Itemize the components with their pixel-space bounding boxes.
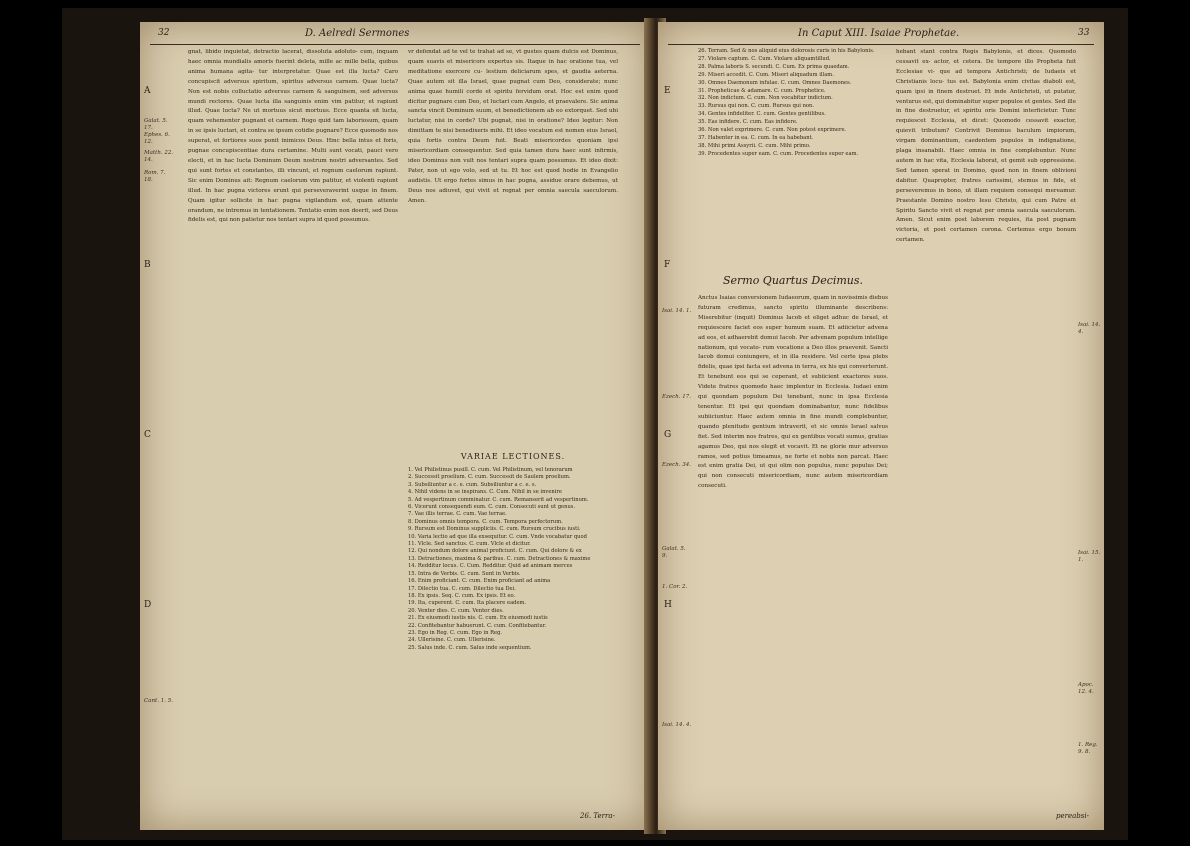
variae-lectiones-title: VARIAE LECTIONES. bbox=[460, 452, 566, 461]
variant-line: 6. Vicerunt consequendi eum. C. cum. Consecuti sunt ut genus. bbox=[408, 504, 576, 511]
margin-note: Isai. 15. 1. bbox=[1078, 550, 1101, 563]
margin-note: Ephes. 6. 12. bbox=[144, 132, 170, 145]
variant-line: 30. Omnes Daemonum infulae. C. cum. Omnes Daemones. bbox=[698, 79, 852, 86]
right-catchword: pereabsi- bbox=[1056, 812, 1089, 820]
variant-line: 39. Procedentes super eam. C. cum. Procedentes super eam. bbox=[698, 150, 859, 157]
variant-line: 10. Varia lectio ad que illa exsequitur. C. cum. Vnde vocabatur quod bbox=[408, 533, 587, 540]
left-column-2: vr defendat ad te vel te trahat ad se, vt gustes quam dulcis est Dominus, quam suavis et misericors expertus sis. Itaque in hac oratione tua, vel meditatione exercere cu- lestium deliciarum spes, et gaudia aeterna. Quae autem sit illa Israel, quae pugnat cum Deo, considerate; nunc anima quae humili corde et spiritu fervidum orat. Hoc est enim quod dicitur pugnare cum Deo, et luctari cum Angelo, et praevalere. Sic anima sancta vincit Dominum suum, et benedictionem ab eo extorquet. Sed ubi luctatur, nisi in corde? Ubi pugnat, nisi in oratione? Ideo legitur: Non dimittam te nisi benedixeris mihi. Et ideo vocatum est nomen eius Israel, quia fortis contra Deum fuit. Beati misericordes quoniam ipsi misericordiam consequentur. Sed quia tamen dura haec sunt infirmis, ideo Dominus non vult nos tentari supra quam possumus. Et ideo dixit: Pater, non ut ego volo, sed ut tu. Et hoc est quod hodie in Evangelio audistis. Ut ergo fortes simus in hac pugna, assidue orare debemus, ut Deus nos adiuvet, qui vivit et regnat per omnia saecula saeculorum. Amen. bbox=[408, 49, 618, 204]
variant-line: 28. Palma laboris S. secundi. C. Cum. Ex prima quaedam. bbox=[698, 63, 850, 70]
variant-line: 37. Habenter in ea. C. cum. In ea habebant. bbox=[698, 134, 814, 141]
margin-note: Isai. 14. 1. bbox=[662, 308, 692, 314]
section-letter-b: B bbox=[144, 260, 151, 270]
section-letter-f: F bbox=[664, 260, 671, 270]
variant-line: 17. Dilectio tua. C. cum. Dilectio tua Dei. bbox=[408, 585, 516, 592]
variant-line: 3. Subsiliuntur a c. e. cum. Subsiliuntur a c. e. s. bbox=[408, 481, 537, 488]
variant-line: 9. Rursum est Dominus suppliciis. C. cum. Rursum crucibus iusti. bbox=[408, 526, 581, 533]
section-letter-h: H bbox=[664, 600, 672, 610]
variant-line: 26. Terram. Sed & nos aliquid eius dolorosis curis in his Babylonis. bbox=[698, 48, 875, 54]
variant-line: 35. Eas infidere. C. cum. Eas infidere. bbox=[698, 119, 798, 126]
margin-note: Isai. 14. 4. bbox=[662, 722, 692, 728]
right-page bbox=[658, 22, 1104, 830]
variant-line: 20. Venter dies. C. cum. Venter dies. bbox=[408, 607, 504, 614]
variant-line: 5. Ad vespertinum comminatur. C. cum. Remanserit ad vespertinum. bbox=[408, 496, 589, 503]
section-letter-a: A bbox=[144, 86, 151, 96]
variant-line: 27. Violare captum. C. Cum. Violare aliquamtillud. bbox=[698, 55, 831, 62]
sermon-title: Sermo Quartus Decimus. bbox=[722, 274, 864, 287]
variant-line: 8. Dominus omnis tempora. C. cum. Tempora perfectorum. bbox=[408, 518, 563, 525]
variant-line: 13. Detractiones, maxima & paribus. C. cum. Detractiones & maxime bbox=[408, 555, 591, 562]
variant-line: 33. Rursus qui non. C. cum. Rursus qui non. bbox=[698, 103, 815, 110]
variant-line: 15. Intra de Verbis. C. cum. Sunt in Verbis. bbox=[408, 570, 521, 577]
variant-line: 4. Nihil videns in se inspirans. C. Cum. Nihil in se invenire bbox=[408, 489, 562, 496]
margin-note: Rom. 7. 18. bbox=[144, 170, 166, 183]
section-letter-e: E bbox=[664, 86, 671, 96]
variant-line: 23. Ego in Reg. C. cum. Ego in Reg. bbox=[408, 629, 503, 636]
section-letter-g: G bbox=[664, 430, 672, 440]
variant-line: 22. Confitebantur habuerunt. C. cum. Confitebantur. bbox=[408, 622, 547, 629]
variant-line: 32. Non indictum. C. cum. Non vocabitur indictum. bbox=[698, 95, 833, 102]
section-letter-d: D bbox=[144, 600, 152, 610]
left-head-rule bbox=[150, 44, 640, 45]
variant-line: 29. Miseri accedit. C. Cum. Miseri aliquadum illam. bbox=[698, 71, 834, 78]
margin-note: Matth. 22. 14. bbox=[144, 150, 174, 163]
margin-note: Cant. 1. 5. bbox=[144, 698, 173, 704]
variant-line: 34. Gentes infideliter. C. cum. Gentes gentilibus. bbox=[698, 111, 826, 118]
variant-line: 1. Vel Philistinus pusill. C. cum. Vel Philistinum, vel tenorarum bbox=[408, 467, 573, 473]
variant-line: 12. Qui nondum dolore animal proficiunt. C. cum. Qui dolore & ex bbox=[408, 548, 582, 555]
margin-note: 1. Reg. 9. 8. bbox=[1078, 742, 1098, 755]
margin-note: 1. Cor. 2. bbox=[662, 584, 688, 590]
right-column-2: hebant stant contra Regis Babylonis, et dices. Quomodo cessavit ex- actor, et cetera. De tempore illo Propheta fuit Ecclesiae vi- que ad tempora Antichristi; de Iudaeis et Christianis locu- tus est. Babylonia enim civitas diaboli est, quam ipsi in finem destruet. Et inde Antichristi, ut putatur, venturus est, qui dominabitur super populos et gentes. Sed ille in fine destruetur, et spiritu oris Domini interficietur. Tunc requiescet Ecclesia, et dicet: Quomodo cessavit exactor, quievit tributum? Contrivit Dominus baculum impiorum, virgam dominantium, caedentem populos in indignatione, plaga insanabili. Haec omnia in fine complebuntur. Nunc autem in hac vita, Ecclesia laborat, et gemit sub oppressione. Sed tamen sperat in Domino, quod non in finem oblivioni dabitur. Quapropter, fratres carissimi, stemus in fide, et perseveremus in bono, ut illam requiem consequi mereamur. Praestante Domino nostro Iesu Christo, qui cum Patre et Spiritu Sancto vivit et regnat per omnia saecula saeculorum. Amen. Sicut enim post laborem requies, ita post pugnam victoria, et post certamen corona. Certemus ergo bonum certamen. bbox=[896, 49, 1076, 244]
variant-line: 18. Ex ipsis. Seq. C. cum. Ex ipsis. Et eo. bbox=[408, 592, 516, 599]
margin-note: Apoc. 12. 4. bbox=[1078, 682, 1094, 695]
margin-note: Galat. 5. 17. bbox=[144, 118, 168, 131]
variant-line: 19. Ita, cuperent. C. cum. Ita placere eadem. bbox=[408, 600, 527, 607]
right-variants-list bbox=[698, 48, 888, 272]
variae-lectiones-list bbox=[408, 467, 618, 812]
variant-line: 31. Propheticae & adamare. C. cum. Prophetice. bbox=[698, 87, 826, 94]
left-page-number: 32 bbox=[158, 28, 170, 38]
right-head-rule bbox=[668, 44, 1094, 45]
right-running-head: In Caput XIII. Isaiae Prophetae. bbox=[798, 28, 960, 39]
margin-note: Ezech. 34. bbox=[662, 462, 692, 468]
variant-line: 21. Ex eiusmodi iustis nis. C. cum. Ex eiusmodi iustis bbox=[408, 615, 548, 622]
variant-line: 25. Salus inde. C. cum. Salus inde sequentium. bbox=[408, 644, 532, 651]
book-spread bbox=[62, 8, 1128, 840]
variant-line: 38. Mihi primi Assyrii. C. cum. Mihi primo. bbox=[698, 142, 811, 149]
margin-note: Galat. 5. 9. bbox=[662, 546, 686, 559]
margin-note: Ezech. 17. bbox=[662, 394, 692, 400]
variant-line: 7. Vae illis terrae. C. cum. Vae terrae. bbox=[408, 511, 507, 518]
variant-line: 11. Vlcle. Sed sanctus. C. cum. Vlcle et dicitur. bbox=[408, 541, 531, 548]
variant-line: 36. Non valet exprimere. C. cum. Non potest exprimere. bbox=[698, 127, 847, 134]
variant-line: 24. Ullerisine. C. cum. Ullerisine. bbox=[408, 637, 496, 644]
left-page bbox=[140, 22, 650, 830]
variant-line: 2. Successit proelium. C. cum. Successit de Saulem proelium. bbox=[408, 474, 571, 481]
variant-line: 14. Redditur locus. C. Cum. Redditur. Quid ad animam merces bbox=[408, 563, 573, 570]
right-column-1: Anctus Isaias conversionem Iudaeorum, quam in novissimis diebus futuram credimus, sancto spiritu illuminante describens: Miserebitur (inquit) Dominus Iacob et eliget adhuc de Israel, et requiescere faciet eos super humum suam. Et adiicietur advena ad eos, et adhaerebit domui Iacob. Per advenam populum intellige nationum, qui vocato- rum vocatione a Deo illos praevenit. Sancti Iacob domui coniungere, et in illa residere. Vel certe ipsa plebs fidelis, quae ipsi facta est advena in terra, ex his qui converterunt. Et tenebunt eos qui se ceperant, et subiicient exactores suos. Videte fratres quomodo haec implentur in Ecclesia. Iudaei enim qui quondam populum Dei tenebant, nunc in ipsa Ecclesia tenentur. Et ipsi qui quondam dominabantur, nunc fidelibus subiiciuntur. Haec autem omnia in fine mundi complebuntur, quando plenitudo gentium intraverit, et sic omnis Israel salvus fiet. Sed interim nos fratres, qui ex gentibus vocati sumus, gratias agamus Deo, qui nos elegit et vocavit. Et ne glorie mur adversus ramos, sed potius timeamus, ne forte et nobis non parcat. Haec est enim gratia Dei, ut qui olim non populus, nunc populus Dei; qui non consecuti misericordiam, nunc autem misericordiam consecuti. bbox=[698, 295, 888, 490]
right-page-number: 33 bbox=[1078, 28, 1090, 38]
margin-note: Isai. 14. 4. bbox=[1078, 322, 1101, 335]
left-catchword: 26. Terra- bbox=[580, 812, 615, 820]
left-column-1: gnat, libido inquietat, detractio lacerat, dissoluta adoluto- cum, inquam haec omnia mundialis amoris fuerint deleta, mille ac mille bella, quibus anima humana agita- tur interpretatur. Quae est illa lucta? Caro concupiscit adversus spiritum, spiritus adversus carnem. Quae lucta? Non est nobis colluctatio adversus carnem & sanguinem, sed adversus mundi rectores. Quae lucta illa sanguinis enim vim patitur, et rapiunt illud. Quae lucta? Ne ut mortuus sicut mortuus. Ecce quanta sit lucta, quam vehementer pugnant et carnem. Rogo quid tam laboriosum, quam in se ipsis luctari, et contra se ipsum cotidie pugnare? Ecce quomodo nos superat, et fortiores suos ponit inimicos Deus. Hinc bella intus et foris, pugnae concupiscentiae dura certamine. Multi sunt vocati, pauci vero electi, et in hac lucta Dominum Deum nostrum nostri adversantes. Sed qui sunt fortes et constantes, illi vincunt, et regnum caelorum rapiunt. Sic enim Dominus ait: Regnum caelorum vim patitur, et violenti rapiunt illud. In hac pugna victores erunt qui perseveraverint usque in finem. Quam igitur sollicite in hac pugna vigilandum est, quam attente orandum, ne intremus in tentationem. Tentatio enim non deerit, sed Deus fidelis est, qui non patietur nos tentari supra id quod possumus. bbox=[188, 49, 398, 224]
left-running-head: D. Aelredi Sermones bbox=[305, 28, 410, 39]
section-letter-c: C bbox=[144, 430, 151, 440]
variant-line: 16. Enim proficiant. C. cum. Enim proficiant ad anima bbox=[408, 578, 551, 585]
